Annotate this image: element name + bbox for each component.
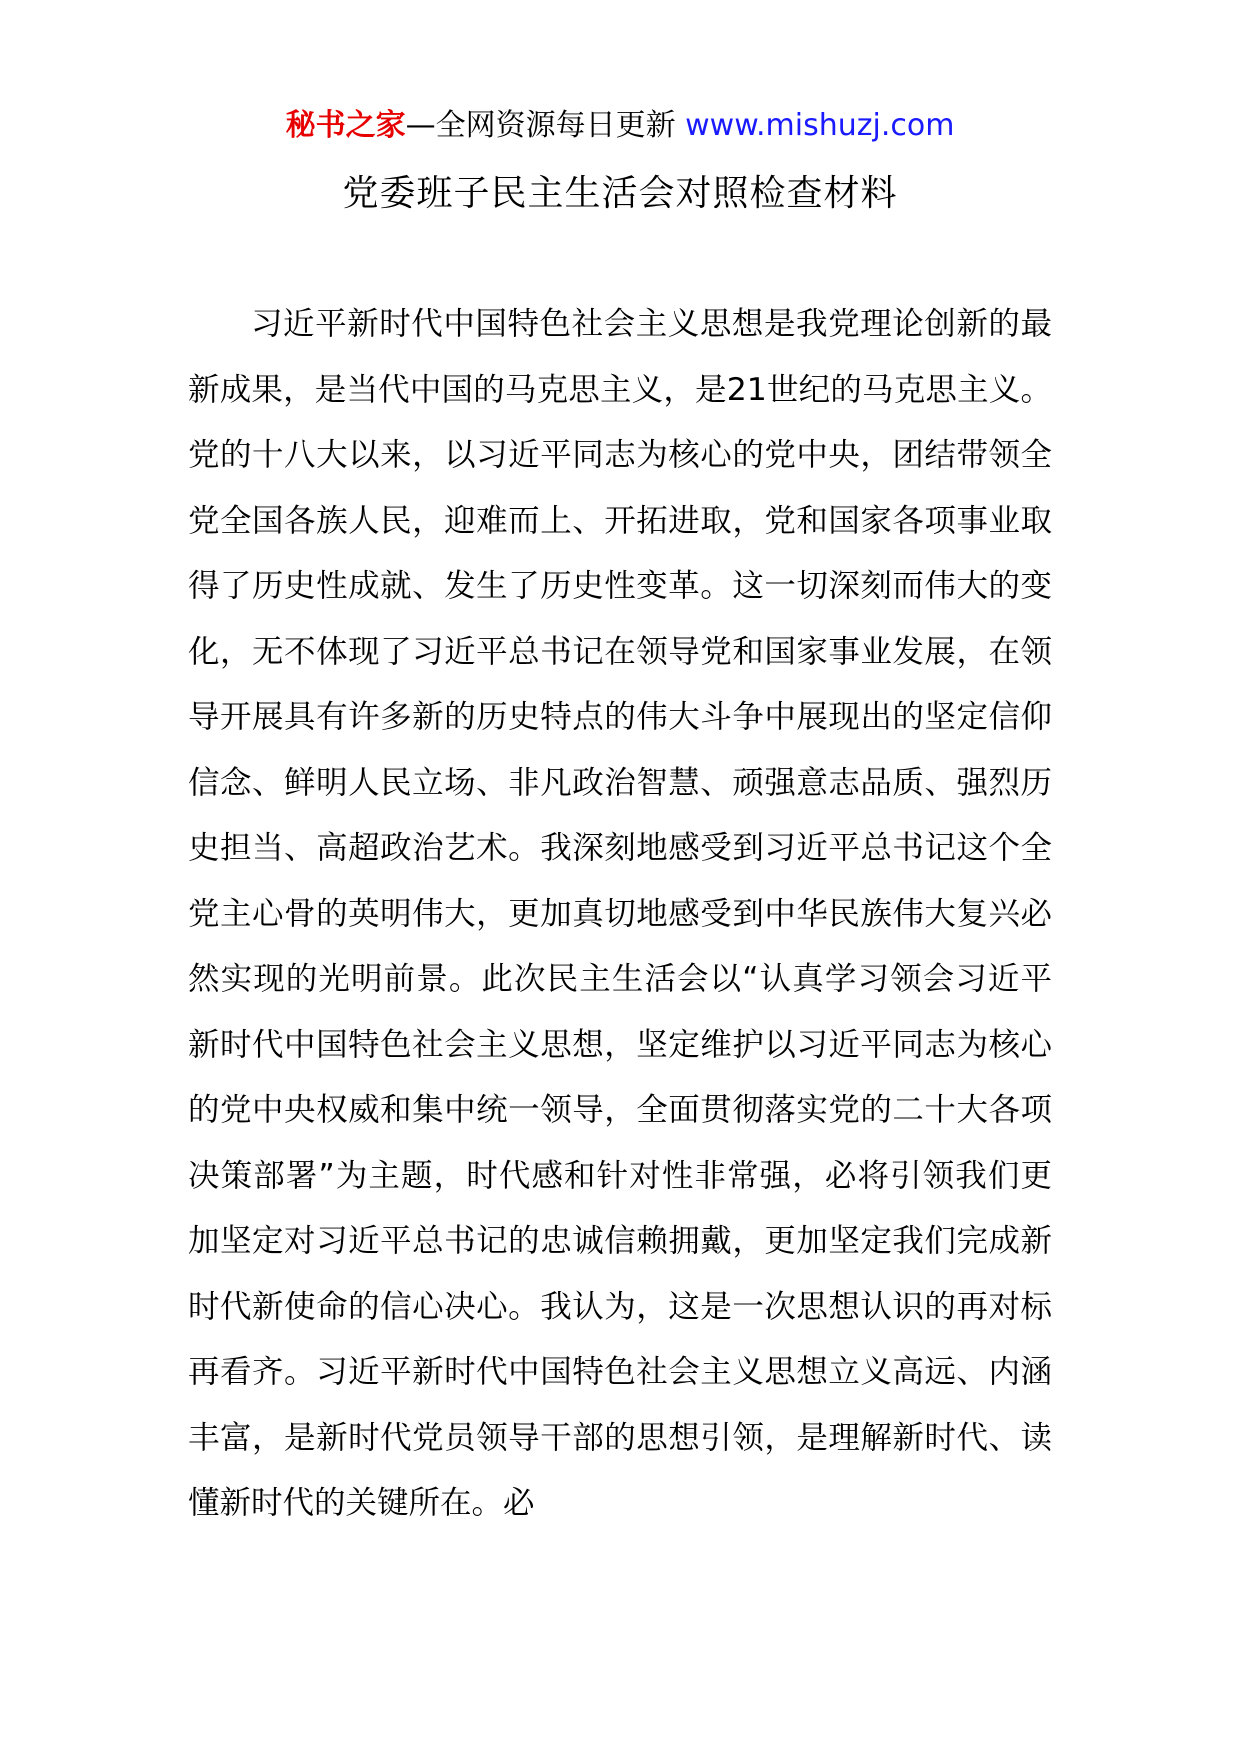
header-tagline: —全网资源每日更新 [405,108,676,143]
brand-name: 秘书之家 [285,108,406,143]
site-header [0,104,1240,148]
body-paragraph: 习近平新时代中国特色社会主义思想是我党理论创新的最新成果，是当代中国的马克思主义，是21世纪的马克思主义。党的十八大以来，以习近平同志为核心的党中央，团结带领全党全国各族人民，迎难而上、开拓进取，党和国家各项事业取得了历史性成就、发生了历史性变革。这一切深刻而伟大的变化，无不体现了习近平总书记在领导党和国家事业发展，在领导开展具有许多新的历史特点的伟大斗争中展现出的坚定信仰信念、鲜明人民立场、非凡政治智慧、顽强意志品质、强烈历史担当、高超政治艺术。我深刻地感受到习近平总书记这个全党主心骨的英明伟大，更加真切地感受到中华民族伟大复兴必然实现的光明前景。此次民主生活会以“认真学习领会习近平新时代中国特色社会主义思想，坚定维护以习近平同志为核心的党中央权威和集中统一领导，全面贯彻落实党的二十大各项决策部署”为主题，时代感和针对性非常强，必将引领我们更加坚定对习近平总书记的忠诚信赖拥戴，更加坚定我们完成新时代新使命的信心决心。我认为，这是一次思想认识的再对标再看齐。习近平新时代中国特色社会主义思想立义高远、内涵丰富，是新时代党员领导干部的思想引领，是理解新时代、读懂新时代的关键所在。必 [188,306,1052,1521]
site-url-link[interactable]: www.mishuzj.com [685,108,955,143]
document-title: 党委班子民主生活会对照检查材料 [342,173,898,214]
